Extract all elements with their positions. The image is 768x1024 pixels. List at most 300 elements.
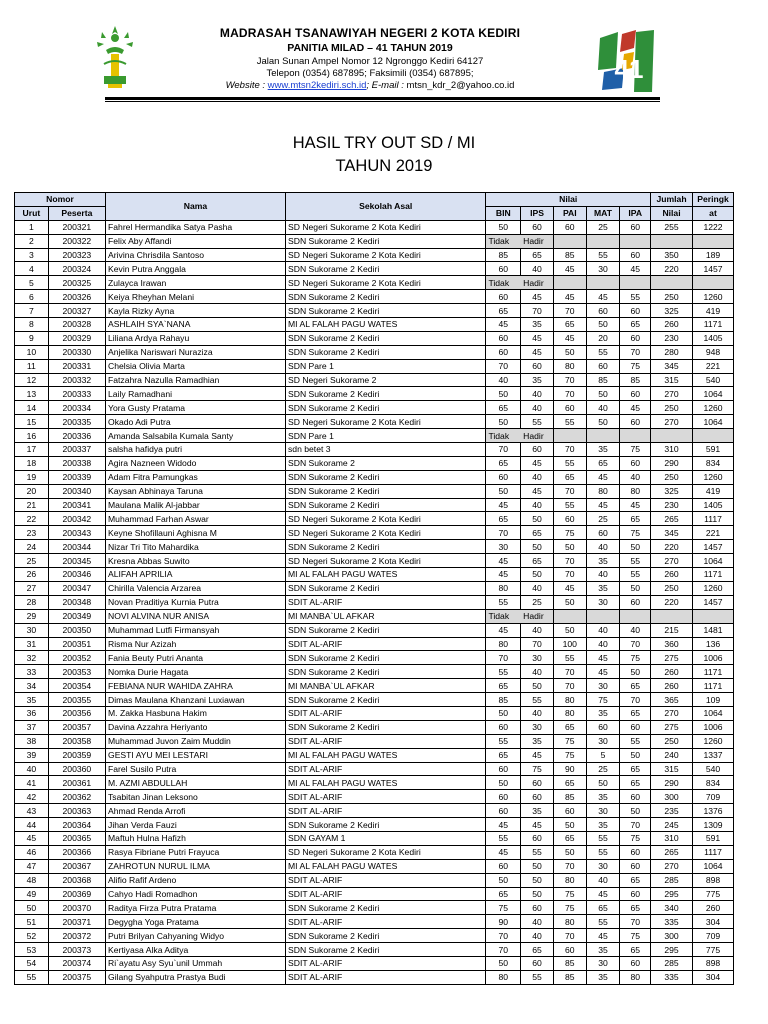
table-cell: Kaysan Abhinaya Taruna [106,484,286,498]
table-cell: Davina Azzahra Heriyanto [106,720,286,734]
table-cell: 55 [586,915,620,929]
table-cell: 40 [521,706,554,720]
table-cell: 80 [486,581,521,595]
table-cell: 50 [521,568,554,582]
table-row [15,929,734,943]
table-cell: 340 [651,901,693,915]
absent-cell [651,609,693,623]
table-cell: 70 [553,859,586,873]
table-cell: 200345 [48,554,105,568]
table-cell: 70 [486,943,521,957]
table-cell: 30 [586,595,620,609]
table-cell: 60 [620,387,651,401]
table-cell: 1260 [693,734,734,748]
table-cell: 45 [586,470,620,484]
table-cell: 1337 [693,748,734,762]
table-cell: 50 [553,540,586,554]
table-cell: 265 [651,512,693,526]
table-cell: 35 [586,554,620,568]
table-cell: 17 [15,443,49,457]
table-cell: SDIT AL-ARIF [286,790,486,804]
table-cell: 200340 [48,484,105,498]
table-cell: 90 [553,762,586,776]
table-cell: 60 [620,956,651,970]
table-cell: 75 [553,887,586,901]
col-jumlah-bottom: Nilai [651,206,693,220]
table-cell: 270 [651,415,693,429]
table-cell: 834 [693,776,734,790]
table-cell: 85 [486,693,521,707]
table-row [15,915,734,929]
table-cell: 50 [620,665,651,679]
table-cell: 1457 [693,540,734,554]
table-cell: 200356 [48,706,105,720]
table-cell: 200360 [48,762,105,776]
report-year: TAHUN 2019 [335,157,433,175]
table-cell: 50 [15,901,49,915]
table-cell: 200353 [48,665,105,679]
table-cell: SDN Sukorame 2 Kediri [286,401,486,415]
table-cell: 75 [553,734,586,748]
table-cell: 50 [521,859,554,873]
table-cell: MI MANBA`UL AFKAR [286,609,486,623]
table-cell: 39 [15,748,49,762]
table-cell: 75 [620,526,651,540]
table-cell: 285 [651,956,693,970]
col-peringkat-top: Peringk [693,193,734,207]
table-row [15,415,734,429]
table-cell: 50 [486,484,521,498]
table-cell: 55 [521,970,554,984]
table-cell: 40 [521,581,554,595]
table-cell: 60 [620,220,651,234]
table-cell: 42 [15,790,49,804]
absent-cell [693,429,734,443]
table-cell: SDN Sukorame 2 Kediri [286,651,486,665]
table-cell: 189 [693,248,734,262]
table-cell: 70 [486,651,521,665]
table-cell: 200328 [48,318,105,332]
table-cell: SDIT AL-ARIF [286,734,486,748]
absent-cell [620,276,651,290]
table-cell: 200325 [48,276,105,290]
table-cell: 48 [15,873,49,887]
table-cell: 60 [586,526,620,540]
table-row [15,443,734,457]
table-cell: SDIT AL-ARIF [286,873,486,887]
table-cell: 45 [586,651,620,665]
email-address: mtsn_kdr_2@yahoo.co.id [406,80,515,91]
table-cell: 60 [486,470,521,484]
table-cell: 255 [651,220,693,234]
table-cell: 221 [693,526,734,540]
table-cell: 70 [620,637,651,651]
table-cell: Fatzahra Nazulla Ramadhian [106,373,286,387]
table-cell: 40 [521,623,554,637]
table-cell: 70 [486,359,521,373]
table-cell: 65 [486,401,521,415]
table-cell: Chirilla Valencia Arzarea [106,581,286,595]
table-cell: 75 [521,762,554,776]
absent-cell [586,429,620,443]
table-cell: 1376 [693,804,734,818]
table-row [15,220,734,234]
table-cell: 4 [15,262,49,276]
table-cell: 41 [15,776,49,790]
table-cell: 709 [693,790,734,804]
table-cell: 25 [586,762,620,776]
table-cell: 40 [620,470,651,484]
table-cell: SDN Sukorame 2 Kediri [286,387,486,401]
table-cell: 65 [553,776,586,790]
table-cell: 55 [486,831,521,845]
table-cell: SDIT AL-ARIF [286,915,486,929]
table-cell: 55 [553,415,586,429]
table-cell: 775 [693,943,734,957]
table-cell: 45 [586,929,620,943]
table-cell: 260 [651,318,693,332]
table-cell: 75 [553,748,586,762]
table-cell: 30 [586,734,620,748]
table-cell: Dimas Maulana Khanzani Luxiawan [106,693,286,707]
table-cell: 51 [15,915,49,929]
table-cell: Risma Nur Azizah [106,637,286,651]
absent-cell [693,609,734,623]
table-cell: 70 [553,554,586,568]
table-cell: SD Negeri Sukorame 2 Kota Kediri [286,554,486,568]
table-cell: 40 [586,568,620,582]
table-cell: 25 [586,220,620,234]
table-cell: 50 [486,873,521,887]
table-cell: 35 [521,318,554,332]
absent-label-2: Hadir [523,277,544,288]
table-row [15,720,734,734]
table-cell: 345 [651,359,693,373]
table-cell: 55 [486,665,521,679]
table-cell: SDIT AL-ARIF [286,804,486,818]
absent-label-2: Hadir [523,430,544,441]
table-cell: 85 [620,373,651,387]
letterhead-rule-thick [105,97,660,100]
table-cell: 8 [15,318,49,332]
table-cell: 1457 [693,595,734,609]
table-cell: 75 [620,831,651,845]
table-cell: Nizar Tri Tito Mahardika [106,540,286,554]
table-cell: 65 [553,318,586,332]
table-row [15,304,734,318]
table-cell: SDN Sukorame 2 Kediri [286,540,486,554]
table-cell: M. Zakka Hasbuna Hakim [106,706,286,720]
table-cell: 200349 [48,609,105,623]
table-cell: 90 [486,915,521,929]
table-cell: 22 [15,512,49,526]
table-cell: 50 [620,804,651,818]
table-cell: 240 [651,748,693,762]
table-cell: 775 [693,887,734,901]
table-cell: 200354 [48,679,105,693]
table-cell: 45 [486,498,521,512]
table-cell: 65 [620,901,651,915]
table-row [15,429,734,443]
table-cell: 315 [651,762,693,776]
table-cell: 30 [15,623,49,637]
results-body [15,220,734,984]
table-cell: 1171 [693,568,734,582]
table-cell: 200350 [48,623,105,637]
table-cell: 45 [15,831,49,845]
table-cell: SD Negeri Sukorame 2 Kota Kediri [286,512,486,526]
table-cell: 200370 [48,901,105,915]
table-cell: MI AL FALAH PAGU WATES [286,776,486,790]
absent-cell [693,276,734,290]
table-row [15,595,734,609]
table-cell: 300 [651,790,693,804]
table-cell: 45 [486,623,521,637]
absent-label-1: Tidak [488,430,510,441]
table-cell: 591 [693,443,734,457]
table-cell: 270 [651,706,693,720]
table-cell: 50 [521,679,554,693]
table-cell: 65 [486,887,521,901]
table-cell: 50 [553,595,586,609]
table-cell: 52 [15,929,49,943]
table-cell: 200363 [48,804,105,818]
table-row [15,248,734,262]
table-cell: 45 [586,290,620,304]
table-cell: 75 [553,526,586,540]
table-cell: 37 [15,720,49,734]
table-cell: MI AL FALAH PAGU WATES [286,318,486,332]
table-cell: 30 [586,262,620,276]
table-cell: 285 [651,873,693,887]
table-row [15,568,734,582]
table-cell: 200368 [48,873,105,887]
table-row [15,318,734,332]
table-cell: 20 [586,331,620,345]
table-cell: 45 [486,318,521,332]
table-cell: 60 [553,401,586,415]
table-cell: 25 [586,512,620,526]
table-cell: 45 [486,568,521,582]
table-cell: 40 [521,915,554,929]
table-cell: 70 [553,443,586,457]
table-cell: 45 [553,331,586,345]
table-cell: 200366 [48,845,105,859]
absent-cell [651,234,693,248]
table-cell: 200344 [48,540,105,554]
table-cell: 45 [486,818,521,832]
col-mat: MAT [586,206,620,220]
col-peserta: Peserta [48,206,105,220]
table-cell: 70 [620,818,651,832]
table-cell: 53 [15,943,49,957]
table-cell: 200347 [48,581,105,595]
table-cell: 300 [651,929,693,943]
table-cell: 250 [651,581,693,595]
table-cell: 55 [620,568,651,582]
table-cell: SD Negeri Sukorame 2 Kota Kediri [286,415,486,429]
table-cell: 70 [553,665,586,679]
table-cell: 40 [15,762,49,776]
table-cell: 70 [486,443,521,457]
table-cell: Degygha Yoga Pratama [106,915,286,929]
website-link[interactable]: www.mtsn2kediri.sch.id [267,80,367,91]
table-cell: 16 [15,429,49,443]
absent-cell [651,429,693,443]
table-cell: 55 [586,248,620,262]
table-cell: 55 [553,651,586,665]
table-cell: 70 [553,373,586,387]
absent-cell [553,234,586,248]
table-cell: 70 [620,345,651,359]
table-cell: 23 [15,526,49,540]
table-cell: 310 [651,443,693,457]
letterhead-text [150,26,590,91]
col-ips: IPS [521,206,554,220]
table-cell: 45 [521,345,554,359]
table-cell: 45 [586,498,620,512]
table-cell: 14 [15,401,49,415]
table-cell: 250 [651,470,693,484]
table-cell: 30 [486,540,521,554]
table-row [15,234,734,248]
absent-cell [553,276,586,290]
table-cell: GESTI AYU MEI LESTARI [106,748,286,762]
table-cell: Kertiyasa Alka Aditya [106,943,286,957]
table-row [15,512,734,526]
table-cell: Kresna Abbas Suwito [106,554,286,568]
table-cell: 136 [693,637,734,651]
table-cell: 80 [486,970,521,984]
table-cell: 25 [521,595,554,609]
table-cell: 40 [521,665,554,679]
table-cell: 60 [620,790,651,804]
table-cell: 60 [486,804,521,818]
table-cell: 65 [553,831,586,845]
table-cell: 230 [651,331,693,345]
table-cell: 60 [521,901,554,915]
table-cell: 200369 [48,887,105,901]
table-row [15,790,734,804]
table-cell: Gilang Syahputra Prastya Budi [106,970,286,984]
table-cell: 35 [586,818,620,832]
absent-cell [693,234,734,248]
table-cell: 200330 [48,345,105,359]
table-cell: 345 [651,526,693,540]
table-cell: 45 [521,484,554,498]
table-cell: 70 [521,637,554,651]
table-cell: SDN Sukorame 2 Kediri [286,470,486,484]
table-cell: MI MANBA`UL AFKAR [286,679,486,693]
table-cell: 65 [486,748,521,762]
table-cell: 50 [521,512,554,526]
table-cell: 540 [693,373,734,387]
table-cell: 60 [620,248,651,262]
table-cell: 50 [486,387,521,401]
table-cell: 1064 [693,387,734,401]
table-cell: 50 [586,415,620,429]
table-row [15,484,734,498]
table-cell: 85 [586,373,620,387]
col-jumlah-top: Jumlah [651,193,693,207]
table-cell: 1260 [693,470,734,484]
table-cell: 245 [651,818,693,832]
table-cell: 250 [651,401,693,415]
table-cell: 60 [521,359,554,373]
report-title: HASIL TRY OUT SD / MI [292,134,476,152]
table-cell: 65 [521,248,554,262]
table-cell: Farel Susilo Putra [106,762,286,776]
table-cell: Kayla Rizky Ayna [106,304,286,318]
table-cell: 200333 [48,387,105,401]
table-cell: 65 [486,304,521,318]
table-cell: 55 [586,831,620,845]
table-cell: 35 [586,443,620,457]
table-row [15,665,734,679]
table-cell: 200343 [48,526,105,540]
table-cell: 40 [521,929,554,943]
table-cell: 70 [553,568,586,582]
table-cell: 1117 [693,512,734,526]
table-cell: 70 [486,929,521,943]
table-cell: ZAHROTUN NURUL ILMA [106,859,286,873]
table-cell: 65 [586,456,620,470]
table-cell: 32 [15,651,49,665]
table-cell: 200335 [48,415,105,429]
table-cell: 260 [651,568,693,582]
table-cell: SDN GAYAM 1 [286,831,486,845]
table-cell: 275 [651,720,693,734]
table-cell: 325 [651,484,693,498]
table-cell: Tsabitan Jinan Leksono [106,790,286,804]
table-cell: 70 [620,693,651,707]
table-cell: 1 [15,220,49,234]
table-cell: 30 [586,679,620,693]
table-cell: 200321 [48,220,105,234]
table-cell: 55 [15,970,49,984]
table-cell: 55 [586,345,620,359]
table-cell: Putri Brilyan Cahyaning Widyo [106,929,286,943]
table-cell: 60 [620,595,651,609]
table-cell: Zulayca Irawan [106,276,286,290]
table-cell: 80 [553,706,586,720]
table-cell: 45 [521,456,554,470]
table-row [15,845,734,859]
table-row [15,581,734,595]
table-cell: 60 [486,720,521,734]
table-cell: 55 [553,456,586,470]
table-cell: 45 [553,262,586,276]
table-cell: 60 [521,956,554,970]
table-cell: 1064 [693,415,734,429]
table-cell: Keyne Shofillauni Aghisna M [106,526,286,540]
table-cell: 80 [553,873,586,887]
table-row [15,262,734,276]
address: Jalan Sunan Ampel Nomor 12 Ngronggo Kediri 64127 [256,56,484,67]
table-cell: 1171 [693,665,734,679]
table-cell: 40 [521,387,554,401]
table-cell: 200373 [48,943,105,957]
table-cell: 215 [651,623,693,637]
table-cell: 1006 [693,720,734,734]
table-cell: 200346 [48,568,105,582]
table-cell: 335 [651,970,693,984]
table-cell: Arivina Chrisdila Santoso [106,248,286,262]
table-cell: 295 [651,887,693,901]
table-row [15,526,734,540]
table-cell: 55 [586,845,620,859]
table-cell: SD Negeri Sukorame 2 Kota Kediri [286,526,486,540]
